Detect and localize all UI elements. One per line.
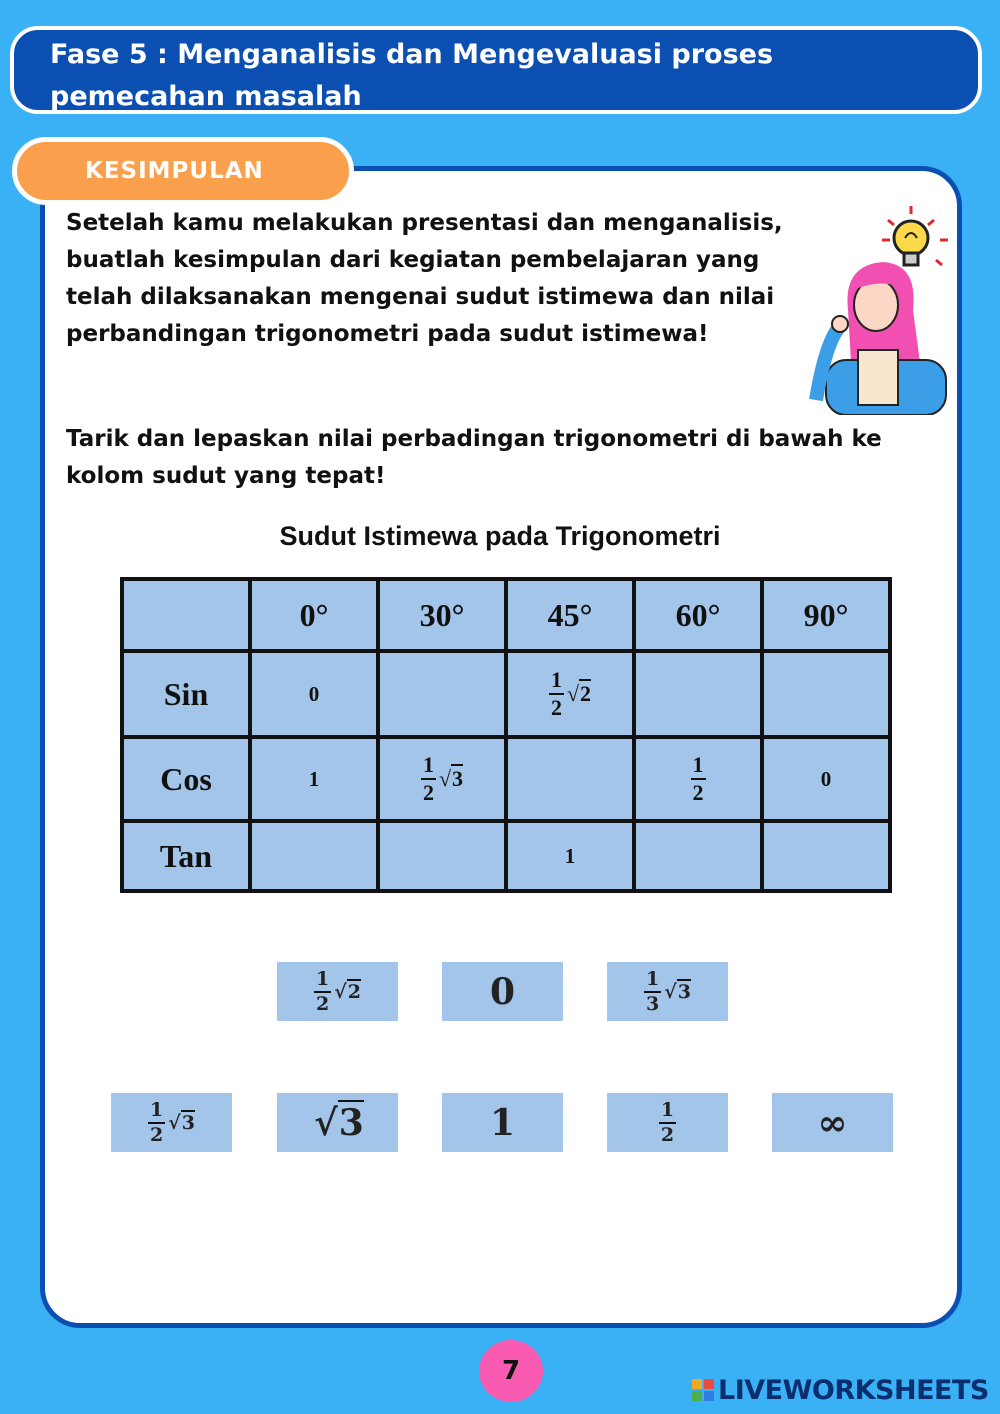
row-label-tan: Tan bbox=[122, 821, 250, 891]
drag-tile-sqrt3[interactable]: √3 bbox=[277, 1093, 398, 1152]
col-header-45: 45° bbox=[506, 579, 634, 651]
drop-cell-sin-0[interactable] bbox=[250, 651, 378, 737]
liveworksheets-logo bbox=[692, 1372, 989, 1408]
drop-cell-cos-0[interactable] bbox=[250, 737, 378, 821]
drag-tile-half-sqrt2[interactable]: $\frac{1}{2}$ √2 bbox=[277, 962, 398, 1021]
drop-cell-tan-30[interactable] bbox=[378, 821, 506, 891]
drop-cell-tan-45[interactable] bbox=[506, 821, 634, 891]
fraction: $\frac{1}{2}$ bbox=[550, 667, 562, 720]
liveworksheets-logo-icon bbox=[692, 1379, 714, 1401]
drag-drop-instruction: Tarik dan lepaskan nilai perbadingan trigonometri di bawah ke kolom sudut yang tepat! bbox=[66, 426, 882, 489]
cell-value: 1 bbox=[308, 766, 320, 791]
fraction: $\frac{1}{2}$ bbox=[692, 752, 704, 805]
table-row-cos bbox=[122, 737, 890, 821]
table-header-row bbox=[122, 579, 890, 651]
drop-cell-cos-90[interactable] bbox=[762, 737, 890, 821]
drop-cell-cos-45[interactable] bbox=[506, 737, 634, 821]
drag-tile-infinity[interactable]: ∞ bbox=[772, 1093, 893, 1152]
table-title: Sudut Istimewa pada Trigonometri bbox=[279, 521, 721, 551]
drag-tile-zero[interactable]: 0 bbox=[442, 962, 563, 1021]
drop-cell-tan-60[interactable] bbox=[634, 821, 762, 891]
drop-cell-cos-60[interactable] bbox=[634, 737, 762, 821]
drag-tile-one[interactable]: 1 bbox=[442, 1093, 563, 1152]
drag-tile-half-sqrt3[interactable]: $\frac{1}{2}$ √3 bbox=[111, 1093, 232, 1152]
thinking-girl-illustration bbox=[808, 200, 958, 415]
row-label-cos: Cos bbox=[122, 737, 250, 821]
col-header-60: 60° bbox=[634, 579, 762, 651]
trig-table bbox=[120, 577, 892, 893]
col-header-30: 30° bbox=[378, 579, 506, 651]
col-header-0: 0° bbox=[250, 579, 378, 651]
drop-cell-sin-45[interactable] bbox=[506, 651, 634, 737]
cell-value: 1 bbox=[564, 843, 576, 868]
table-row-sin bbox=[122, 651, 890, 737]
phase-header bbox=[10, 26, 982, 114]
sqrt: √3 bbox=[438, 766, 464, 791]
fraction: $\frac{1}{2}$ bbox=[422, 752, 434, 805]
section-label: KESIMPULAN bbox=[12, 137, 354, 205]
drop-cell-cos-30[interactable] bbox=[378, 737, 506, 821]
drop-cell-sin-30[interactable] bbox=[378, 651, 506, 737]
col-header-90: 90° bbox=[762, 579, 890, 651]
drop-cell-sin-90[interactable] bbox=[762, 651, 890, 737]
page-number: 7 bbox=[479, 1340, 543, 1402]
phase-title-line-2: pemecahan masalah bbox=[50, 81, 362, 112]
drop-cell-sin-60[interactable] bbox=[634, 651, 762, 737]
drag-tile-third-sqrt3[interactable]: $\frac{1}{3}$ √3 bbox=[607, 962, 728, 1021]
phase-title-line-1: Fase 5 : Menganalisis dan Mengevaluasi proses bbox=[50, 39, 774, 70]
corner-cell bbox=[122, 579, 250, 651]
cell-value: 0 bbox=[308, 681, 320, 706]
cell-value: 0 bbox=[820, 766, 832, 791]
lightbulb-icon bbox=[882, 206, 948, 265]
row-label-sin: Sin bbox=[122, 651, 250, 737]
table-row-tan bbox=[122, 821, 890, 891]
logo-text: LIVEWORKSHEETS bbox=[718, 1374, 989, 1406]
drag-tile-half[interactable]: $\frac{1}{2}$ bbox=[607, 1093, 728, 1152]
drop-cell-tan-90[interactable] bbox=[762, 821, 890, 891]
sqrt: √2 bbox=[566, 681, 592, 706]
instruction-paragraph: Setelah kamu melakukan presentasi dan menganalisis, buatlah kesimpulan dari kegiatan pembelajaran yang telah dilaksanakan mengenai sudut istimewa dan nilai perbandingan trigonometri pada sudut istimewa! bbox=[66, 210, 783, 347]
drop-cell-tan-0[interactable] bbox=[250, 821, 378, 891]
